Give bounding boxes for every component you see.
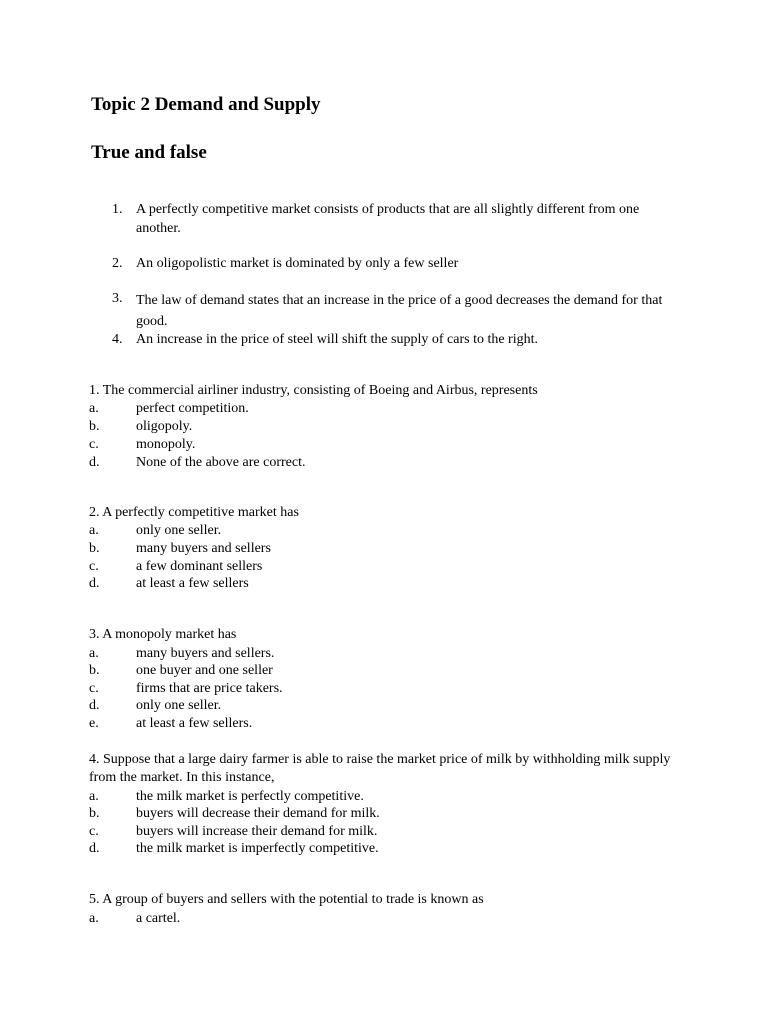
true-false-item: [112, 255, 682, 274]
option-letter: b.: [89, 541, 100, 556]
answer-option: [89, 662, 273, 679]
item-text: A perfectly competitive market consists of products that are all slightly different from one another.: [136, 202, 640, 236]
option-text: one buyer and one seller: [136, 663, 273, 678]
option-letter: a.: [89, 789, 99, 804]
option-letter: b.: [89, 419, 100, 434]
answer-option: [89, 558, 262, 575]
option-letter: c.: [89, 559, 99, 574]
question-text: 4. Suppose that a large dairy farmer is able to raise the market price of milk by withholding milk supply from the market. In this instance,: [89, 752, 671, 785]
answer-option: [89, 645, 274, 662]
option-text: monopoly.: [136, 437, 196, 452]
question-text: 3. A monopoly market has: [89, 627, 237, 642]
option-letter: e.: [89, 716, 99, 731]
answer-option: [89, 436, 195, 453]
question-text: 1. The commercial airliner industry, consisting of Boeing and Airbus, represents: [89, 383, 538, 398]
true-false-item: [112, 201, 682, 238]
option-letter: c.: [89, 824, 99, 839]
option-letter: d.: [89, 455, 100, 470]
answer-option: [89, 715, 252, 732]
option-text: the milk market is perfectly competitive.: [136, 789, 364, 804]
option-letter: c.: [89, 437, 99, 452]
true-false-item: [112, 290, 682, 332]
option-text: a few dominant sellers: [136, 559, 263, 574]
option-letter: d.: [89, 698, 100, 713]
option-text: a cartel.: [136, 911, 181, 926]
answer-option: [89, 418, 192, 435]
question-text: 5. A group of buyers and sellers with the potential to trade is known as: [89, 892, 484, 907]
option-letter: d.: [89, 841, 100, 856]
item-number: 4.: [112, 332, 123, 347]
option-text: only one seller.: [136, 523, 222, 538]
answer-option: [89, 823, 377, 840]
item-text: An increase in the price of steel will shift the supply of cars to the right.: [136, 332, 539, 347]
section-heading: True and false: [91, 142, 207, 163]
answer-option: [89, 540, 271, 557]
answer-option: [89, 805, 380, 822]
answer-option: [89, 575, 249, 592]
page-title: Topic 2 Demand and Supply: [91, 94, 321, 115]
option-text: only one seller.: [136, 698, 222, 713]
answer-option: [89, 697, 221, 714]
option-letter: a.: [89, 401, 99, 416]
answer-option: [89, 910, 180, 927]
option-text: perfect competition.: [136, 401, 249, 416]
true-false-item: [112, 331, 682, 350]
answer-option: [89, 400, 249, 417]
option-text: buyers will increase their demand for milk.: [136, 824, 378, 839]
question-text: 2. A perfectly competitive market has: [89, 505, 299, 520]
answer-option: [89, 788, 364, 805]
option-text: at least a few sellers.: [136, 716, 253, 731]
item-number: 3.: [112, 291, 123, 306]
option-letter: c.: [89, 681, 99, 696]
option-text: many buyers and sellers.: [136, 646, 275, 661]
option-letter: b.: [89, 806, 100, 821]
option-letter: a.: [89, 646, 99, 661]
option-text: firms that are price takers.: [136, 681, 283, 696]
option-text: None of the above are correct.: [136, 455, 306, 470]
option-text: the milk market is imperfectly competitive.: [136, 841, 379, 856]
answer-option: [89, 680, 283, 697]
option-letter: d.: [89, 576, 100, 591]
option-text: oligopoly.: [136, 419, 193, 434]
item-number: 1.: [112, 202, 123, 217]
option-text: at least a few sellers: [136, 576, 249, 591]
item-text: The law of demand states that an increase in the price of a good decreases the demand for that good.: [136, 293, 663, 329]
item-text: An oligopolistic market is dominated by only a few seller: [136, 256, 459, 271]
option-letter: a.: [89, 911, 99, 926]
option-letter: a.: [89, 523, 99, 538]
option-letter: b.: [89, 663, 100, 678]
option-text: buyers will decrease their demand for milk.: [136, 806, 380, 821]
item-number: 2.: [112, 256, 123, 271]
answer-option: [89, 454, 305, 471]
answer-option: [89, 522, 221, 539]
option-text: many buyers and sellers: [136, 541, 271, 556]
answer-option: [89, 840, 379, 857]
